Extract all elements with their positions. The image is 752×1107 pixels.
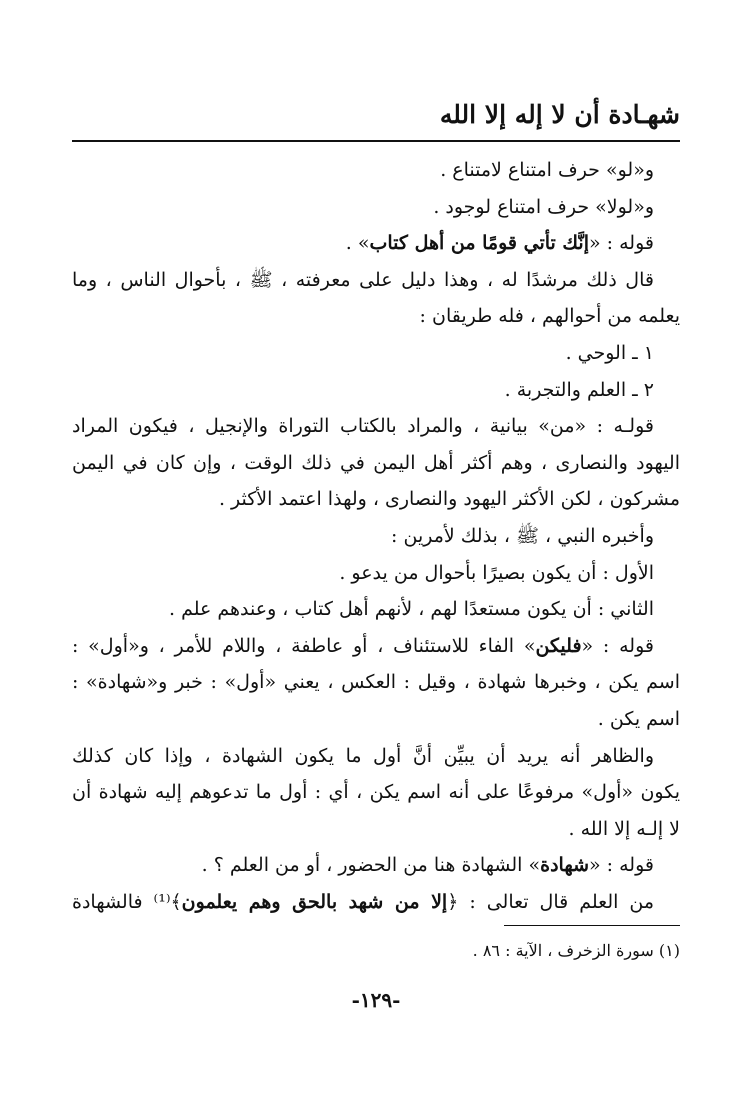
text-run: يكون «أول» مرفوعًا على أنه اسم يكن ، أي : أول ما تدعوهم إليه شهادة أن <box>72 781 680 804</box>
text-line <box>72 591 680 628</box>
text-line <box>72 664 680 701</box>
text-run: اسم يكن ، وخبرها شهادة ، وقيل : العكس ، يعني «أول» : خبر و«شهادة» : <box>72 671 680 694</box>
text-run: اسم يكن . <box>597 707 680 730</box>
text-line <box>72 884 680 921</box>
footnote-separator <box>504 925 680 926</box>
text-run: قوله : « <box>589 232 654 255</box>
text-run: قوله : « <box>589 854 654 877</box>
bold-phrase: إلا من شهد بالحق وهم يعلمون <box>181 890 448 913</box>
text-line <box>72 408 680 445</box>
text-run: يعلمه من أحوالهم ، فله طريقان : <box>419 305 680 328</box>
text-run: قال ذلك مرشدًا له ، وهذا دليل على معرفته ، ﷺ ، بأحوال الناس ، وما <box>72 268 654 291</box>
text-run: » . <box>345 232 370 255</box>
text-line <box>72 811 680 848</box>
running-title: شهـادة أن لا إله إلا الله <box>439 100 680 129</box>
text-run: قولـه : «من» بيانية ، والمراد بالكتاب التوراة والإنجيل ، فيكون المراد <box>72 415 654 438</box>
text-run: من العلم قال تعالى : ﴿ <box>447 890 655 913</box>
text-line <box>72 225 680 262</box>
bold-phrase: شهادة <box>540 854 590 877</box>
text-run: والظاهر أنه يريد أن يبيِّن أنَّ أول ما يكون الشهادة ، وإذا كان كذلك <box>72 744 654 767</box>
text-run: ١ ـ الوحي . <box>565 341 654 364</box>
text-line <box>72 518 680 555</box>
text-run: قوله : « <box>581 634 654 657</box>
text-run: الثاني : أن يكون مستعدًا لهم ، لأنهم أهل كتاب ، وعندهم علم . <box>168 598 654 621</box>
text-run: ﴾⁽¹⁾ فالشهادة <box>72 890 182 913</box>
text-line <box>72 189 680 226</box>
page-header <box>72 96 680 142</box>
bold-phrase: فليكن <box>535 634 582 657</box>
text-line <box>72 262 680 299</box>
text-run: اليهود والنصارى ، وهم أكثر أهل اليمن في ذلك الوقت ، وإن كان في اليمن <box>72 451 680 474</box>
footnote: (١) سورة الزخرف ، الآية : ٨٦ . <box>472 941 680 960</box>
text-line <box>72 481 680 518</box>
text-run: و«لولا» حرف امتناع لوجود . <box>433 195 654 218</box>
text-line <box>72 738 680 775</box>
body-text <box>72 152 680 920</box>
text-line <box>72 774 680 811</box>
text-run: و«لو» حرف امتناع لامتناع . <box>440 159 654 181</box>
text-run: ٢ ـ العلم والتجربة . <box>504 378 654 401</box>
text-line <box>72 847 680 884</box>
bold-phrase: إنَّك تأتي قومًا من أهل كتاب <box>369 232 590 255</box>
text-run: مشركون ، لكن الأكثر اليهود والنصارى ، ولهذا اعتمد الأكثر . <box>218 488 680 511</box>
text-line <box>72 701 680 738</box>
text-line <box>72 628 680 665</box>
text-run: الأول : أن يكون بصيرًا بأحوال من يدعو . <box>339 561 654 584</box>
text-line <box>72 445 680 482</box>
text-line <box>72 335 680 372</box>
text-run: » الفاء للاستئناف ، أو عاطفة ، واللام للأمر ، و«أول» : <box>72 634 536 657</box>
text-run: وأخبره النبي ، ﷺ ، بذلك لأمرين : <box>391 524 654 547</box>
text-line <box>72 372 680 409</box>
text-line <box>72 298 680 335</box>
page-number: -١٢٩- <box>351 988 401 1012</box>
text-run: » الشهادة هنا من الحضور ، أو من العلم ؟ . <box>201 854 541 877</box>
text-line <box>72 555 680 592</box>
text-line <box>72 152 680 189</box>
text-run: لا إلـه إلا الله . <box>568 817 680 840</box>
